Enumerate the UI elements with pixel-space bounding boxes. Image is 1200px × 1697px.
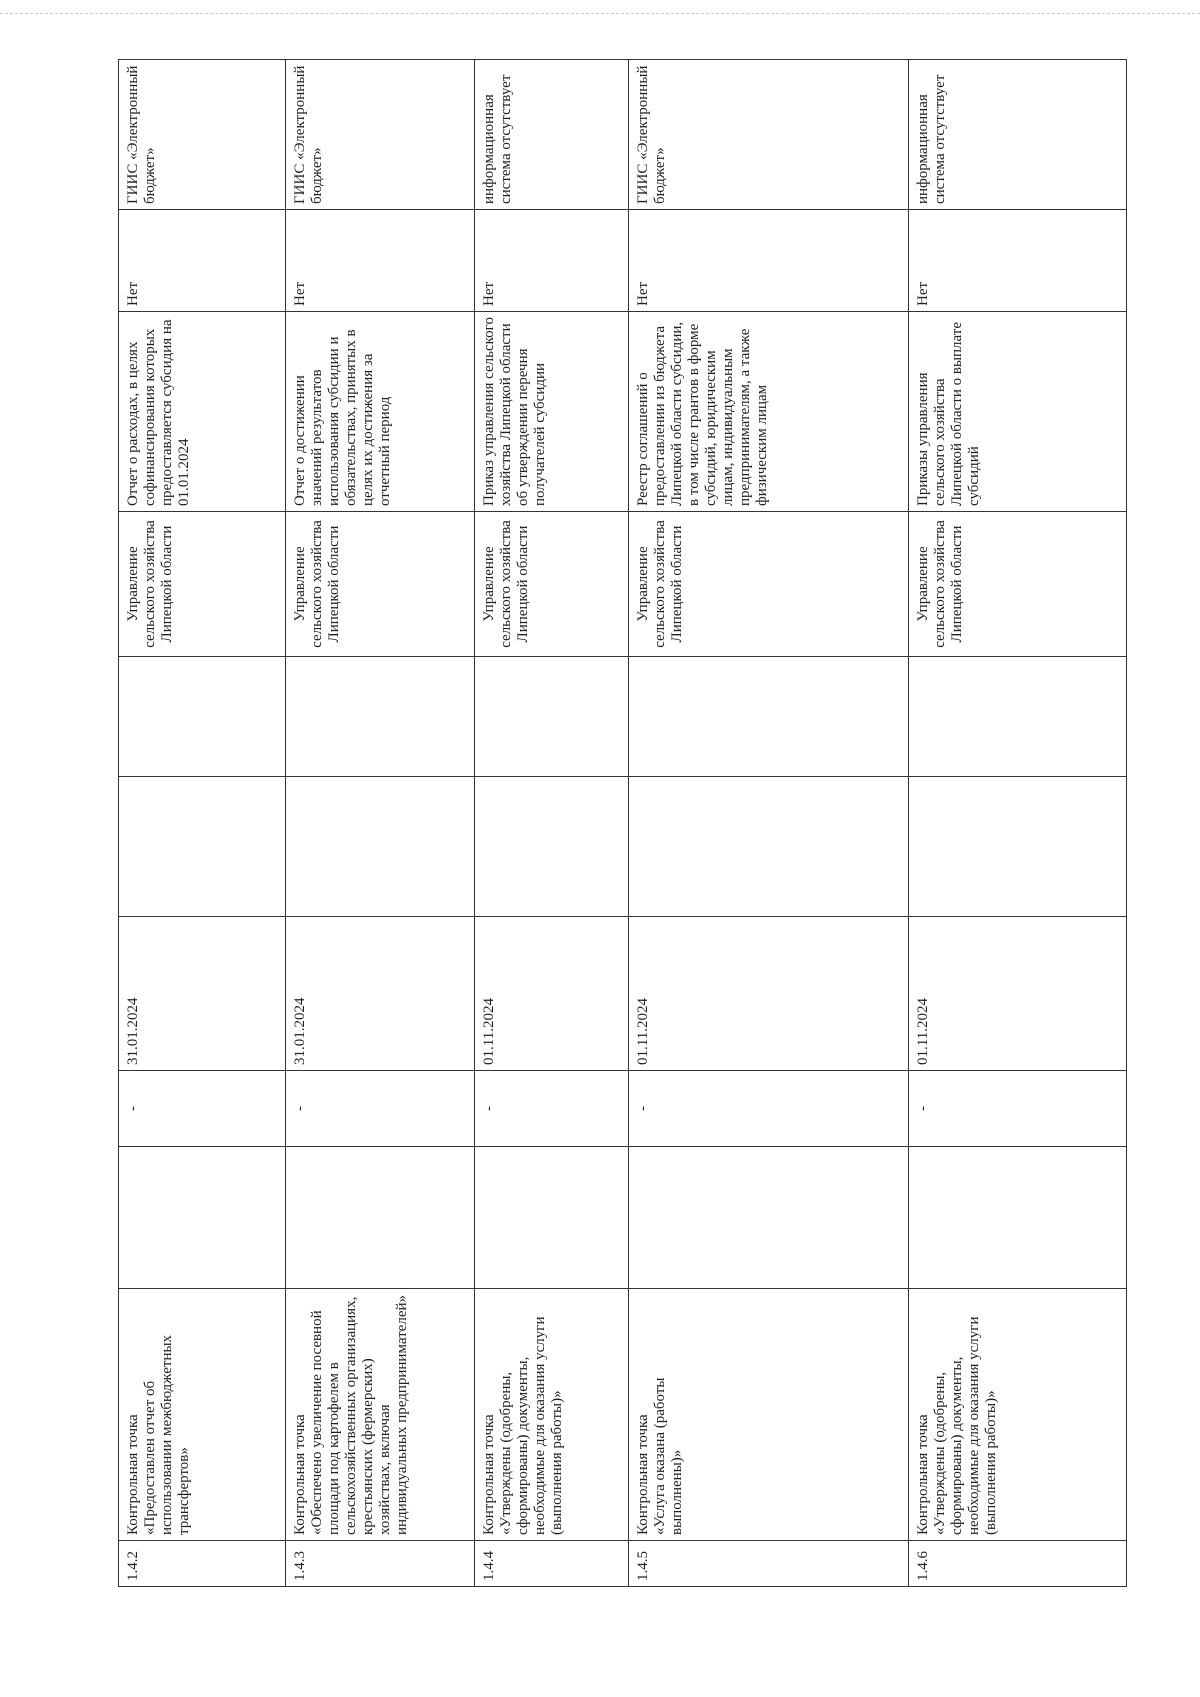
dash-cell: -	[119, 1071, 286, 1147]
table-row	[119, 60, 286, 1587]
rotated-table-container	[118, 60, 1126, 1587]
row-number: 1.4.2	[119, 1541, 286, 1587]
flag-cell: Нет	[909, 210, 1127, 312]
responsible-org: Управление сельского хозяйства Липецкой области	[629, 512, 909, 657]
row-number: 1.4.5	[629, 1541, 909, 1587]
empty-cell	[629, 657, 909, 777]
information-system: ГИИС «Электронный бюджет»	[286, 60, 475, 210]
control-point-title: Контрольная точка «Предоставлен отчет об использовании межбюджетных трансфертов»	[119, 1289, 286, 1541]
document-cell: Приказ управления сельского хозяйства Липецкой области об утверждении перечня получателей субсидии	[475, 312, 629, 512]
empty-cell	[119, 777, 286, 917]
dash-cell: -	[286, 1071, 475, 1147]
empty-cell	[909, 777, 1127, 917]
responsible-org: Управление сельского хозяйства Липецкой области	[475, 512, 629, 657]
empty-cell	[119, 657, 286, 777]
date-cell: 01.11.2024	[909, 917, 1127, 1071]
dash-cell: -	[909, 1071, 1127, 1147]
empty-cell	[475, 657, 629, 777]
control-point-title: Контрольная точка «Обеспечено увеличение посевной площади под картофелем в сельскохозяйственных организациях, крестьянских (фермерских) хозяйствах, включая индивидуальных предпринимателей»	[286, 1289, 475, 1541]
date-cell: 01.11.2024	[629, 917, 909, 1071]
table-row	[475, 60, 629, 1587]
document-cell: Реестр соглашений о предоставлении из бюджета Липецкой области субсидии, в том числе грантов в форме субсидий, юридическим лицам, индивидуальным предпринимателям, а также физическим лицам	[629, 312, 909, 512]
empty-cell	[119, 1147, 286, 1289]
document-cell: Отчет о достижении значений результатов использования субсидии и обязательствах, принятых в целях их достижения за отчетный период	[286, 312, 475, 512]
empty-cell	[475, 1147, 629, 1289]
table-row	[909, 60, 1127, 1587]
control-point-title: Контрольная точка «Утверждены (одобрены, сформированы) документы, необходимые для оказания услуги (выполнения работы)»	[909, 1289, 1127, 1541]
information-system: ГИИС «Электронный бюджет»	[119, 60, 286, 210]
control-point-title: Контрольная точка «Услуга оказана (работы выполнены)»	[629, 1289, 909, 1541]
dash-cell: -	[475, 1071, 629, 1147]
empty-cell	[629, 1147, 909, 1289]
control-points-table	[118, 59, 1127, 1587]
date-cell: 31.01.2024	[286, 917, 475, 1071]
document-cell: Приказы управления сельского хозяйства Липецкой области о выплате субсидий	[909, 312, 1127, 512]
table-row	[629, 60, 909, 1587]
empty-cell	[286, 1147, 475, 1289]
responsible-org: Управление сельского хозяйства Липецкой области	[119, 512, 286, 657]
document-cell: Отчет о расходах, в целях софинансирования которых предоставляется субсидия на 01.01.2024	[119, 312, 286, 512]
information-system: информационная система отсутствует	[475, 60, 629, 210]
row-number: 1.4.4	[475, 1541, 629, 1587]
information-system: ГИИС «Электронный бюджет»	[629, 60, 909, 210]
empty-cell	[286, 777, 475, 917]
table-row	[286, 60, 475, 1587]
empty-cell	[909, 657, 1127, 777]
empty-cell	[629, 777, 909, 917]
row-number: 1.4.3	[286, 1541, 475, 1587]
date-cell: 01.11.2024	[475, 917, 629, 1071]
dash-cell: -	[629, 1071, 909, 1147]
information-system: информационная система отсутствует	[909, 60, 1127, 210]
control-point-title: Контрольная точка «Утверждены (одобрены, сформированы) документы, необходимые для оказания услуги (выполнения работы)»	[475, 1289, 629, 1541]
empty-cell	[909, 1147, 1127, 1289]
flag-cell: Нет	[475, 210, 629, 312]
flag-cell: Нет	[286, 210, 475, 312]
row-number: 1.4.6	[909, 1541, 1127, 1587]
date-cell: 31.01.2024	[119, 917, 286, 1071]
empty-cell	[286, 657, 475, 777]
flag-cell: Нет	[119, 210, 286, 312]
responsible-org: Управление сельского хозяйства Липецкой области	[909, 512, 1127, 657]
responsible-org: Управление сельского хозяйства Липецкой области	[286, 512, 475, 657]
empty-cell	[475, 777, 629, 917]
flag-cell: Нет	[629, 210, 909, 312]
page-top-rule	[0, 13, 1200, 14]
